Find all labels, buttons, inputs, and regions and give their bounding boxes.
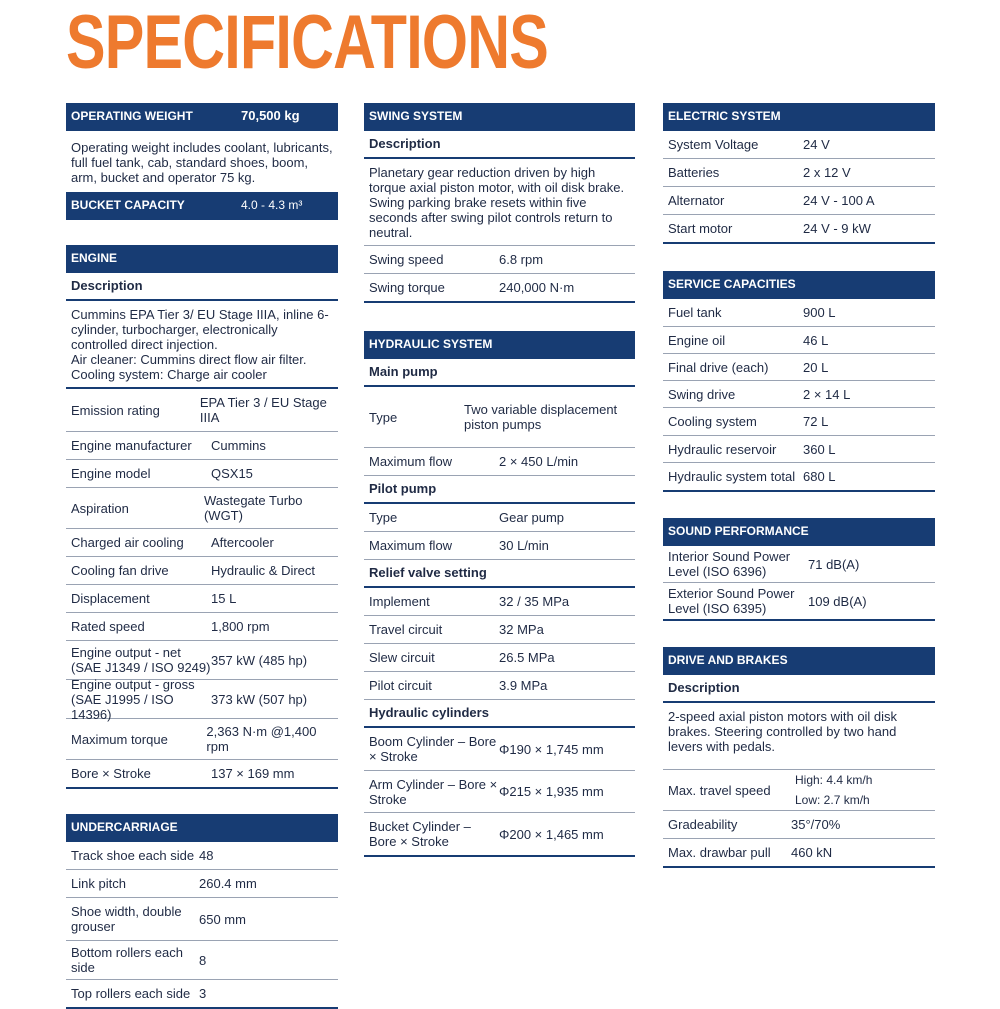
row-label: Displacement — [71, 591, 150, 606]
table-row — [364, 813, 635, 857]
table-row — [663, 299, 935, 327]
main-pump-table — [364, 387, 635, 476]
row-value: Φ200 × 1,465 mm — [499, 826, 604, 842]
bucket-capacity-header — [66, 192, 338, 220]
row-label: System Voltage — [668, 137, 759, 152]
column-left — [66, 103, 338, 1009]
row-label: Final drive (each) — [668, 359, 769, 375]
table-row — [364, 246, 635, 274]
table-row — [663, 159, 935, 187]
drive-brakes-label: DRIVE AND BRAKES — [668, 653, 788, 667]
row-value: 260.4 mm — [199, 876, 257, 891]
row-value: 24 V - 9 kW — [803, 221, 871, 236]
table-row — [663, 354, 935, 381]
undercarriage-header — [66, 814, 338, 842]
row-label: Engine output - net (SAE J1349 / ISO 9249) — [71, 645, 211, 675]
table-row — [663, 327, 935, 354]
row-value: 900 L — [803, 305, 836, 320]
row-value: 32 MPa — [499, 622, 544, 637]
row-value: 71 dB(A) — [808, 556, 860, 572]
table-row — [66, 460, 338, 488]
engine-description-line-3: Cooling system: Charge air cooler — [71, 367, 267, 382]
row-label: Cooling system — [668, 414, 757, 429]
row-value: 2 × 450 L/min — [499, 454, 579, 469]
swing-spec-table — [364, 246, 635, 303]
row-value: 680 L — [803, 469, 836, 484]
row-label: Swing drive — [668, 386, 736, 402]
row-label: Shoe width, double grouser — [71, 904, 182, 934]
row-value: 26.5 MPa — [499, 650, 555, 665]
table-row — [663, 381, 935, 408]
undercarriage-spec-table — [66, 842, 338, 1009]
row-value: 360 L — [803, 441, 836, 457]
table-row — [364, 771, 635, 813]
row-label: Emission rating — [71, 402, 160, 418]
row-value: Φ215 × 1,935 mm — [499, 784, 604, 799]
travel-speed-high: High: 4.4 km/h — [795, 773, 873, 787]
row-value: 357 kW (485 hp) — [211, 652, 308, 668]
swing-system-label: SWING SYSTEM — [369, 109, 463, 123]
table-row — [663, 215, 935, 244]
engine-spec-table — [66, 389, 338, 789]
travel-speed-row — [663, 770, 935, 811]
row-label: Bore × Stroke — [71, 766, 151, 781]
table-row — [66, 719, 338, 760]
hydraulic-cylinders-table — [364, 728, 635, 857]
row-value: 1,800 rpm — [211, 619, 270, 634]
row-label: Type — [369, 510, 398, 525]
row-label: Engine oil — [668, 332, 726, 348]
row-label: Arm Cylinder – Bore × Stroke — [369, 776, 498, 807]
row-label: Engine manufacturer — [71, 438, 192, 453]
table-row — [663, 131, 935, 159]
drive-description: 2-speed axial piston motors with oil disk brakes. Steering controlled by two hand levers with pedals. — [663, 703, 935, 770]
drive-brakes-table — [663, 811, 935, 868]
row-value: 24 V - 100 A — [803, 193, 875, 208]
row-value: 15 L — [211, 591, 237, 606]
row-value: 3.9 MPa — [499, 678, 548, 693]
table-row — [663, 463, 935, 492]
operating-weight-value: 70,500 kg — [241, 108, 300, 123]
electric-spec-table — [663, 131, 935, 244]
engine-description-line-2: Air cleaner: Cummins direct flow air filter. — [71, 352, 307, 367]
row-label: Bucket Cylinder – Bore × Stroke — [369, 819, 471, 849]
hydraulic-cylinders-label: Hydraulic cylinders — [364, 700, 635, 728]
operating-weight-header — [66, 103, 338, 131]
row-label: Link pitch — [71, 876, 126, 891]
table-row — [364, 387, 635, 448]
row-value: 8 — [199, 952, 207, 968]
row-label: Engine model — [71, 466, 151, 481]
table-row — [66, 557, 338, 585]
engine-label: ENGINE — [71, 251, 118, 265]
table-row — [66, 842, 338, 870]
row-label: Implement — [369, 594, 430, 609]
engine-description-label: Description — [66, 273, 338, 301]
row-value: 650 mm — [199, 911, 246, 927]
table-row — [66, 529, 338, 557]
row-value: 48 — [199, 848, 214, 863]
row-value: 460 kN — [791, 845, 833, 860]
row-value: 240,000 N·m — [499, 280, 575, 295]
row-label: Exterior Sound Power Level (ISO 6395) — [668, 586, 795, 616]
row-label: Pilot circuit — [369, 678, 432, 693]
row-value: 72 L — [803, 414, 829, 429]
table-row — [66, 760, 338, 789]
travel-speed-values — [795, 770, 872, 810]
row-label: Start motor — [668, 221, 733, 236]
row-label: Maximum torque — [71, 731, 168, 747]
pilot-pump-label: Pilot pump — [364, 476, 635, 504]
row-label: Interior Sound Power Level (ISO 6396) — [668, 549, 791, 579]
row-label: Batteries — [668, 165, 720, 180]
row-value: 2,363 N·m @1,400 rpm — [206, 724, 317, 754]
service-capacities-header — [663, 271, 935, 299]
table-row — [364, 532, 635, 560]
drive-description-label: Description — [663, 675, 935, 703]
sound-performance-label: SOUND PERFORMANCE — [668, 524, 809, 538]
row-label: Max. drawbar pull — [668, 845, 771, 860]
main-pump-label: Main pump — [364, 359, 635, 387]
row-value: 2 x 12 V — [803, 165, 851, 180]
relief-valve-table — [364, 588, 635, 700]
table-row — [663, 408, 935, 436]
table-row — [663, 811, 935, 839]
row-value: 24 V — [803, 137, 830, 152]
table-row — [364, 448, 635, 476]
table-row — [66, 585, 338, 613]
row-label: Swing speed — [369, 252, 444, 267]
row-label: Boom Cylinder – Bore × Stroke — [369, 734, 497, 764]
service-capacities-table — [663, 299, 935, 492]
table-row — [364, 616, 635, 644]
undercarriage-label: UNDERCARRIAGE — [71, 820, 178, 834]
row-label: Type — [369, 409, 398, 425]
sound-performance-header — [663, 518, 935, 546]
table-row — [66, 641, 338, 680]
table-row — [663, 436, 935, 463]
table-row — [364, 644, 635, 672]
row-value: 46 L — [803, 332, 829, 348]
table-row — [663, 839, 935, 868]
table-row — [364, 504, 635, 532]
row-label: Top rollers each side — [71, 986, 191, 1001]
drive-brakes-header — [663, 647, 935, 675]
row-value: Aftercooler — [211, 535, 274, 550]
row-label: Cooling fan drive — [71, 563, 169, 578]
column-middle — [364, 103, 635, 857]
operating-weight-label: OPERATING WEIGHT — [71, 109, 193, 123]
row-value: 32 / 35 MPa — [499, 594, 570, 609]
table-row — [364, 672, 635, 700]
swing-system-header — [364, 103, 635, 131]
row-value: Wastegate Turbo (WGT) — [203, 493, 303, 523]
electric-system-header — [663, 103, 935, 131]
engine-description — [66, 301, 338, 389]
hydraulic-system-label: HYDRAULIC SYSTEM — [369, 337, 493, 351]
row-value: 20 L — [803, 359, 829, 375]
engine-description-line-1: Cummins EPA Tier 3/ EU Stage IIIA, inline 6-cylinder, turbocharger, electronically controlled direct injection. — [71, 307, 329, 352]
swing-description-label: Description — [364, 131, 635, 159]
row-label: Aspiration — [71, 500, 129, 516]
table-row — [66, 389, 338, 432]
table-row — [66, 676, 338, 722]
row-label: Gradeability — [668, 817, 738, 832]
row-value: 2 × 14 L — [803, 386, 851, 402]
travel-speed-label: Max. travel speed — [668, 782, 771, 798]
bucket-capacity-value: 4.0 - 4.3 m³ — [241, 198, 303, 212]
row-label: Engine output - gross (SAE J1995 / ISO 14396) — [71, 676, 195, 722]
table-row — [66, 488, 338, 529]
row-label: Charged air cooling — [71, 535, 184, 550]
table-row — [66, 980, 338, 1009]
pilot-pump-table — [364, 504, 635, 560]
table-row — [66, 898, 338, 941]
operating-weight-description: Operating weight includes coolant, lubricants, full fuel tank, cab, standard shoes, boom, arm, bucket and operator 75 kg. — [71, 140, 333, 185]
travel-speed-low: Low: 2.7 km/h — [795, 793, 870, 807]
row-value: Cummins — [211, 438, 266, 453]
row-value: QSX15 — [211, 466, 253, 481]
row-value: 137 × 169 mm — [211, 766, 295, 781]
row-value: 373 kW (507 hp) — [211, 691, 308, 707]
relief-valve-label: Relief valve setting — [364, 560, 635, 588]
table-row — [66, 941, 338, 980]
bucket-capacity-label: BUCKET CAPACITY — [71, 198, 185, 212]
row-value: Two variable displacement piston pumps — [463, 402, 618, 432]
row-value: 109 dB(A) — [808, 593, 867, 609]
row-value: 35°/70% — [791, 817, 841, 832]
sound-performance-table — [663, 546, 935, 621]
row-label: Rated speed — [71, 619, 145, 634]
row-value: Gear pump — [499, 510, 565, 525]
table-row — [364, 588, 635, 616]
engine-header — [66, 245, 338, 273]
row-label: Track shoe each side — [71, 848, 195, 863]
table-row — [663, 187, 935, 215]
page-title: SPECIFICATIONS — [66, 0, 549, 85]
swing-description: Planetary gear reduction driven by high torque axial piston motor, with oil disk brake. Swing parking brake resets within five seconds after swing pilot controls return to neutral. — [364, 159, 635, 246]
row-label: Travel circuit — [369, 622, 443, 637]
table-row — [66, 613, 338, 641]
electric-system-label: ELECTRIC SYSTEM — [668, 109, 781, 123]
table-row — [364, 728, 635, 771]
row-label: Hydraulic system total — [668, 469, 796, 484]
table-row — [663, 583, 935, 621]
row-value: 30 L/min — [499, 538, 549, 553]
row-value: Hydraulic & Direct — [211, 563, 316, 578]
hydraulic-system-header — [364, 331, 635, 359]
column-right — [663, 103, 935, 868]
row-value: 6.8 rpm — [499, 252, 544, 267]
row-label: Maximum flow — [369, 538, 453, 553]
row-value: 3 — [199, 986, 207, 1001]
row-label: Bottom rollers each side — [71, 945, 183, 975]
service-capacities-label: SERVICE CAPACITIES — [668, 277, 796, 291]
row-value: EPA Tier 3 / EU Stage IIIA — [199, 395, 327, 425]
row-value: Φ190 × 1,745 mm — [499, 741, 604, 757]
table-row — [66, 870, 338, 898]
row-label: Maximum flow — [369, 454, 453, 469]
row-label: Fuel tank — [668, 305, 722, 320]
row-label: Hydraulic reservoir — [668, 441, 777, 457]
row-label: Alternator — [668, 193, 725, 208]
table-row — [66, 432, 338, 460]
table-row — [663, 546, 935, 583]
row-label: Slew circuit — [369, 650, 435, 665]
table-row — [364, 274, 635, 303]
row-label: Swing torque — [369, 280, 445, 295]
